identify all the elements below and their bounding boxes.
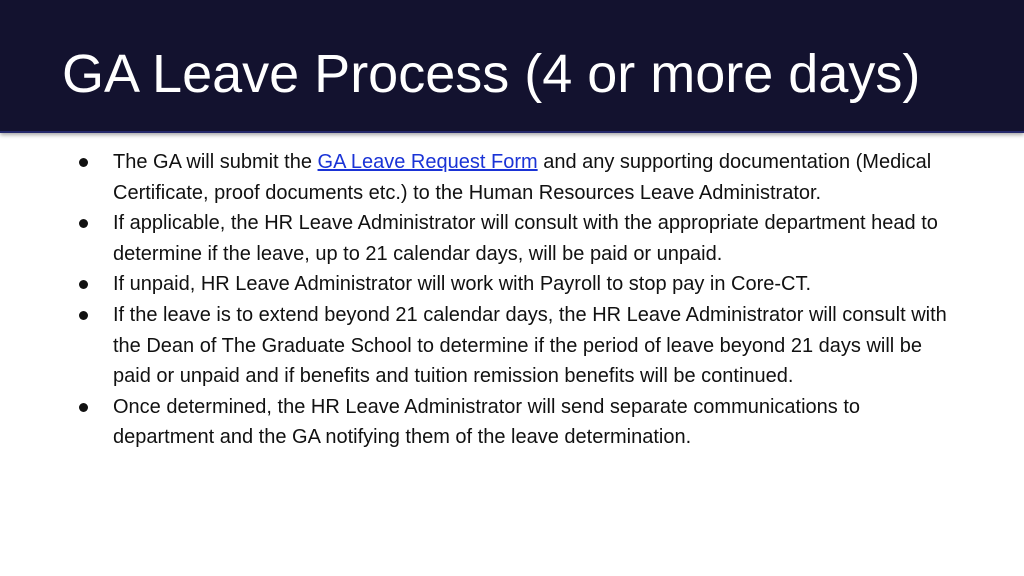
bullet-list xyxy=(72,147,962,453)
ga-leave-request-form-link[interactable]: GA Leave Request Form xyxy=(317,151,538,173)
bullet-item-send-communications xyxy=(72,392,962,453)
bullet-dot-icon xyxy=(79,158,88,167)
bullet-text-after-link: and any supporting documentation (Medical Certificate, proof documents etc.) to the Human Resources Leave Administrator. xyxy=(113,151,932,204)
bullet-item-submit-form xyxy=(72,147,962,208)
bullet-text-before-link: The GA will submit the xyxy=(113,151,318,173)
bullet-dot-icon xyxy=(79,311,88,320)
bullet-item-unpaid-payroll xyxy=(72,269,962,300)
bullet-dot-icon xyxy=(79,219,88,228)
bullet-text: Once determined, the HR Leave Administrator will send separate communications to department and the GA notifying them of the leave determination. xyxy=(113,395,861,449)
bullet-dot-icon xyxy=(79,280,88,289)
bullet-item-consult-department-head xyxy=(72,208,962,269)
bullet-item-extended-leave xyxy=(72,300,962,392)
bullet-text: If unpaid, HR Leave Administrator will work with Payroll to stop pay in Core-CT. xyxy=(113,273,812,296)
bullet-text: If applicable, the HR Leave Administrator will consult with the appropriate department head to determine if the leave, up to 21 calendar days, will be paid or unpaid. xyxy=(113,212,938,265)
title-bar xyxy=(0,0,1024,133)
bullet-text: If the leave is to extend beyond 21 calendar days, the HR Leave Administrator will consult with the Dean of The Graduate School to determine if the period of leave beyond 21 days will be paid or unpaid and if benefits and tuition remission benefits will be continued. xyxy=(113,303,947,388)
bullet-dot-icon xyxy=(79,403,88,412)
slide-title: GA Leave Process (4 or more days) xyxy=(62,44,921,104)
